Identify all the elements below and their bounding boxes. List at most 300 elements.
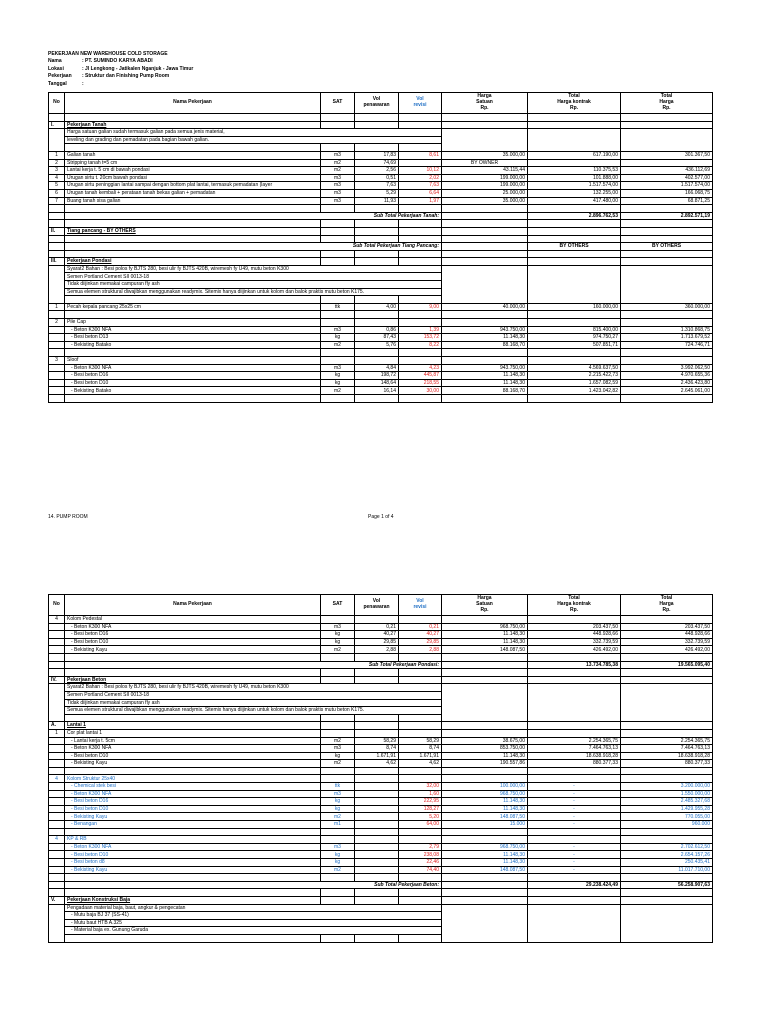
table-row <box>49 638 713 646</box>
note-text: - Mutu baja BJ 37 (SS-41) <box>65 912 442 920</box>
empty-cell <box>355 121 399 129</box>
item-unit: kg <box>321 638 355 646</box>
empty-cell <box>355 896 399 904</box>
item-total-harga: 2.702.612,50 <box>621 843 713 851</box>
item-name: - Besi beton D16 <box>65 798 321 806</box>
empty-cell <box>621 927 713 935</box>
empty-cell <box>621 235 713 243</box>
col-header-total-harga-kontrak: Total Harga kontrak Rp. <box>528 595 621 616</box>
empty-cell <box>399 669 442 677</box>
empty-cell <box>442 121 528 129</box>
item-number <box>49 379 65 387</box>
item-name: Pile Cap <box>65 319 321 327</box>
empty-cell <box>49 874 65 882</box>
empty-cell <box>621 699 713 707</box>
empty-cell <box>528 114 621 122</box>
empty-cell <box>528 136 621 144</box>
item-total-harga: 448.928,66 <box>621 631 713 639</box>
item-total-kontrak: - <box>528 843 621 851</box>
empty-cell <box>321 121 355 129</box>
item-unit: ttk <box>321 783 355 791</box>
section-number: IV. <box>49 676 65 684</box>
header-field-value: : <box>82 80 84 87</box>
table-row <box>49 159 713 167</box>
table-row <box>49 851 713 859</box>
empty-cell <box>621 912 713 920</box>
col-header-sat: SAT <box>321 595 355 616</box>
item-number <box>49 805 65 813</box>
empty-cell <box>528 669 621 677</box>
item-harga-satuan: BY OWNER <box>442 159 528 167</box>
item-total-harga: 2.485.327,68 <box>621 798 713 806</box>
item-vol-penawaran <box>355 783 399 791</box>
empty-cell <box>399 676 442 684</box>
col-header-sat: SAT <box>321 93 355 114</box>
empty-cell <box>399 144 442 152</box>
empty-cell <box>65 653 321 661</box>
empty-cell <box>442 250 528 258</box>
item-name: - Besi beton D10 <box>65 851 321 859</box>
section-number: I. <box>49 121 65 129</box>
item-harga-satuan: 100.000,00 <box>442 783 528 791</box>
empty-cell <box>621 904 713 912</box>
item-vol-penawaran: 17,83 <box>355 151 399 159</box>
item-total-harga: 436.112,69 <box>621 167 713 175</box>
empty-cell <box>442 691 528 699</box>
item-unit: m3 <box>321 745 355 753</box>
item-number: 1 <box>49 303 65 311</box>
empty-cell <box>528 394 621 402</box>
empty-cell <box>528 676 621 684</box>
item-number <box>49 387 65 395</box>
item-harga-satuan: 15.000 <box>442 821 528 829</box>
item-number <box>49 783 65 791</box>
section-row <box>49 227 713 235</box>
item-harga-satuan: 35.000,00 <box>442 197 528 205</box>
item-unit: m2 <box>321 341 355 349</box>
item-harga-satuan: 11.148,30 <box>442 379 528 387</box>
empty-cell <box>621 258 713 266</box>
spacer-row <box>49 250 713 258</box>
item-number: 4 <box>49 775 65 783</box>
empty-cell <box>399 767 442 775</box>
item-vol-revisi: 1,60 <box>399 790 442 798</box>
item-harga-satuan: 11.148,30 <box>442 851 528 859</box>
empty-cell <box>355 205 399 213</box>
item-vol-penawaran: 5,29 <box>355 189 399 197</box>
empty-cell <box>49 653 65 661</box>
item-total-kontrak: 1.423.042,82 <box>528 387 621 395</box>
table-row <box>49 303 713 311</box>
item-vol-penawaran <box>355 866 399 874</box>
empty-cell <box>321 220 355 228</box>
item-number: 7 <box>49 197 65 205</box>
item-unit <box>321 616 355 624</box>
item-number: 3 <box>49 357 65 365</box>
item-vol-revisi: 40,27 <box>399 631 442 639</box>
empty-cell <box>528 828 621 836</box>
table-row <box>49 783 713 791</box>
empty-cell <box>321 227 355 235</box>
item-vol-revisi <box>399 775 442 783</box>
table-row <box>49 265 713 273</box>
empty-cell <box>528 653 621 661</box>
empty-cell <box>321 258 355 266</box>
item-number <box>49 851 65 859</box>
empty-cell <box>65 714 321 722</box>
item-total-harga: 11.017.710,00 <box>621 866 713 874</box>
empty-cell <box>49 828 65 836</box>
empty-cell <box>49 250 65 258</box>
empty-cell <box>621 114 713 122</box>
item-total-kontrak: 101.888,00 <box>528 174 621 182</box>
empty-cell <box>355 296 399 304</box>
subtotal-label: Sub Total Pekerjaan Tanah: <box>65 212 442 220</box>
item-vol-revisi: 58,29 <box>399 737 442 745</box>
empty-cell <box>528 129 621 137</box>
item-name: Galian tanah <box>65 151 321 159</box>
empty-cell <box>528 288 621 296</box>
item-unit: kg <box>321 859 355 867</box>
empty-cell <box>621 296 713 304</box>
empty-cell <box>321 349 355 357</box>
empty-cell <box>621 934 713 942</box>
empty-cell <box>399 722 442 730</box>
item-harga-satuan: 35.000,00 <box>442 151 528 159</box>
item-harga-satuan: 11.148,30 <box>442 334 528 342</box>
empty-cell <box>442 912 528 920</box>
subtotal-label: Sub Total Pekerjaan Tiang Pancang: <box>65 243 442 251</box>
item-name: - Benangan <box>65 821 321 829</box>
item-name: Kolom Pedestal <box>65 616 321 624</box>
item-unit: kg <box>321 798 355 806</box>
item-total-harga <box>621 159 713 167</box>
item-harga-satuan: 38.675,00 <box>442 737 528 745</box>
table-row <box>49 813 713 821</box>
item-vol-revisi: 153,72 <box>399 334 442 342</box>
item-harga-satuan: 25.000,00 <box>442 189 528 197</box>
item-harga-satuan: 148.087,50 <box>442 646 528 654</box>
empty-cell <box>442 288 528 296</box>
empty-cell <box>528 896 621 904</box>
empty-cell <box>621 311 713 319</box>
empty-cell <box>442 220 528 228</box>
item-vol-penawaran <box>355 805 399 813</box>
item-vol-revisi <box>399 319 442 327</box>
item-number: 5 <box>49 182 65 190</box>
section-number: V. <box>49 896 65 904</box>
item-name: - Besi beton D10 <box>65 752 321 760</box>
item-name: - Lantai kerja t. 5cm <box>65 737 321 745</box>
empty-cell <box>399 296 442 304</box>
empty-cell <box>49 129 65 137</box>
item-vol-penawaran <box>355 798 399 806</box>
item-total-harga <box>621 616 713 624</box>
spacer-row <box>49 714 713 722</box>
item-vol-revisi: 74,40 <box>399 866 442 874</box>
item-total-kontrak: - <box>528 790 621 798</box>
item-total-kontrak <box>528 357 621 365</box>
empty-cell <box>321 767 355 775</box>
table-row <box>49 174 713 182</box>
empty-cell <box>49 699 65 707</box>
empty-cell <box>442 273 528 281</box>
table-row <box>49 326 713 334</box>
empty-cell <box>528 265 621 273</box>
empty-cell <box>355 311 399 319</box>
header-field-label: Pekerjaan <box>48 73 72 80</box>
empty-cell <box>442 896 528 904</box>
table-row <box>49 167 713 175</box>
empty-cell <box>399 653 442 661</box>
empty-cell <box>49 394 65 402</box>
item-harga-satuan <box>442 319 528 327</box>
empty-cell <box>621 265 713 273</box>
item-unit: m2 <box>321 646 355 654</box>
item-name: Urugan sirtu peninggian lantai sampai dengan bottom plat lantai, termasuk pemadatan (layer <box>65 182 321 190</box>
empty-cell <box>49 714 65 722</box>
empty-cell <box>621 919 713 927</box>
item-name: KP & RB <box>65 836 321 844</box>
item-total-harga: 1.713.679,52 <box>621 334 713 342</box>
item-total-harga: 166.068,75 <box>621 189 713 197</box>
item-total-kontrak: 18.638.918,28 <box>528 752 621 760</box>
item-total-harga: 1.310.868,75 <box>621 326 713 334</box>
item-vol-revisi: 238,08 <box>399 851 442 859</box>
item-name: - Bekisting Kayu <box>65 760 321 768</box>
table-row <box>49 364 713 372</box>
table-row <box>49 189 713 197</box>
item-harga-satuan: 11.148,30 <box>442 752 528 760</box>
item-harga-satuan: 43.115,44 <box>442 167 528 175</box>
item-unit: m2 <box>321 866 355 874</box>
item-number: 6 <box>49 189 65 197</box>
item-name: Stripping tanah t=5 cm <box>65 159 321 167</box>
item-total-kontrak <box>528 616 621 624</box>
item-name: - Beton K300 NFA <box>65 364 321 372</box>
item-name: - Bekisting Kayu <box>65 646 321 654</box>
table-row <box>49 387 713 395</box>
item-total-kontrak: 448.928,66 <box>528 631 621 639</box>
item-total-kontrak: 507.851,71 <box>528 341 621 349</box>
item-number: 4 <box>49 174 65 182</box>
item-total-kontrak: 110.375,53 <box>528 167 621 175</box>
footer-sheet-name: 14. PUMP ROOM <box>48 514 88 520</box>
note-text: Semen Portland Cement SII 0013-18 <box>65 273 442 281</box>
col-header-nama-pekerjaan: Nama Pekerjaan <box>65 595 321 616</box>
item-total-harga: 301.367,50 <box>621 151 713 159</box>
empty-cell <box>49 243 65 251</box>
empty-cell <box>621 136 713 144</box>
note-text: Pengadaan material baja, baut, angkur & pengecatan <box>65 904 442 912</box>
item-total-harga: 2.645.061,00 <box>621 387 713 395</box>
item-vol-penawaran: 11,93 <box>355 197 399 205</box>
item-total-kontrak: - <box>528 783 621 791</box>
empty-cell <box>399 828 442 836</box>
item-unit: m3 <box>321 843 355 851</box>
empty-cell <box>49 205 65 213</box>
table-row <box>49 904 713 912</box>
item-vol-penawaran: 5,76 <box>355 341 399 349</box>
item-name: - Bekisting Batako <box>65 387 321 395</box>
empty-cell <box>49 265 65 273</box>
empty-cell <box>621 767 713 775</box>
item-total-kontrak: 332.739,59 <box>528 638 621 646</box>
subtotal-label: Sub Total Pekerjaan Beton: <box>65 881 442 889</box>
item-total-harga: 3.992.062,50 <box>621 364 713 372</box>
table-row <box>49 729 713 737</box>
empty-cell <box>621 874 713 882</box>
empty-cell <box>621 250 713 258</box>
item-total-harga: 2.654.157,26 <box>621 851 713 859</box>
spacer-row <box>49 349 713 357</box>
item-vol-revisi <box>399 159 442 167</box>
item-number <box>49 631 65 639</box>
item-name: Pecah kepala pancang 25x25 cm <box>65 303 321 311</box>
empty-cell <box>65 874 321 882</box>
empty-cell <box>65 144 321 152</box>
item-unit: m3 <box>321 364 355 372</box>
empty-cell <box>442 881 528 889</box>
item-name: Lantai kerja t. 5 cm di bawah pondasi <box>65 167 321 175</box>
item-vol-revisi: 2,02 <box>399 174 442 182</box>
empty-cell <box>321 394 355 402</box>
item-total-kontrak: 7.464.763,13 <box>528 745 621 753</box>
empty-cell <box>528 691 621 699</box>
item-harga-satuan: 148.087,50 <box>442 866 528 874</box>
col-header-vol-penawaran: Vol penawaran <box>355 93 399 114</box>
empty-cell <box>442 904 528 912</box>
item-number <box>49 798 65 806</box>
empty-cell <box>442 394 528 402</box>
item-harga-satuan: 190.557,86 <box>442 760 528 768</box>
empty-cell <box>621 220 713 228</box>
item-vol-revisi: 445,87 <box>399 372 442 380</box>
section-row <box>49 896 713 904</box>
empty-cell <box>621 205 713 213</box>
empty-cell <box>442 136 528 144</box>
item-unit: m2 <box>321 760 355 768</box>
item-name: - Beton K300 NFA <box>65 745 321 753</box>
empty-cell <box>528 220 621 228</box>
empty-cell <box>49 273 65 281</box>
empty-cell <box>528 767 621 775</box>
spacer-row <box>49 934 713 942</box>
empty-cell <box>49 881 65 889</box>
item-total-kontrak: 426.492,00 <box>528 646 621 654</box>
empty-cell <box>355 250 399 258</box>
col-header-no: No <box>49 93 65 114</box>
col-header-vol-penawaran: Vol penawaran <box>355 595 399 616</box>
item-vol-penawaran <box>355 821 399 829</box>
empty-cell <box>442 889 528 897</box>
item-number: 4 <box>49 616 65 624</box>
empty-cell <box>65 394 321 402</box>
item-harga-satuan: 11.148,30 <box>442 372 528 380</box>
item-harga-satuan: 199.000,00 <box>442 182 528 190</box>
empty-cell <box>65 669 321 677</box>
spacer-row <box>49 669 713 677</box>
col-header-no: No <box>49 595 65 616</box>
item-vol-penawaran <box>355 790 399 798</box>
item-total-harga: 1.517.574,00 <box>621 182 713 190</box>
empty-cell <box>528 904 621 912</box>
empty-cell <box>399 220 442 228</box>
empty-cell <box>321 714 355 722</box>
item-vol-penawaran: 0,51 <box>355 174 399 182</box>
item-number <box>49 752 65 760</box>
empty-cell <box>621 121 713 129</box>
subtotal-kontrak: 2.896.762,53 <box>528 212 621 220</box>
note-text: - Mutu baut HTB A.325 <box>65 919 442 927</box>
item-name: - Besi beton d8 <box>65 859 321 867</box>
note-text: - Material baja ex. Gunung Garuda <box>65 927 442 935</box>
item-total-harga: 7.464.763,13 <box>621 745 713 753</box>
item-vol-revisi: 7,63 <box>399 182 442 190</box>
table-row <box>49 334 713 342</box>
table-row <box>49 319 713 327</box>
empty-cell <box>321 874 355 882</box>
subtotal-label: Sub Total Pekerjaan Pondasi: <box>65 661 442 669</box>
item-total-kontrak: - <box>528 866 621 874</box>
spacer-row <box>49 874 713 882</box>
item-harga-satuan: 11.148,30 <box>442 859 528 867</box>
empty-cell <box>49 212 65 220</box>
header-field-label: Lokasi <box>48 65 64 72</box>
item-vol-revisi <box>399 357 442 365</box>
item-name: - Besi beton D16 <box>65 372 321 380</box>
item-vol-penawaran <box>355 729 399 737</box>
item-total-harga: 1.550.000,00 <box>621 790 713 798</box>
item-number <box>49 646 65 654</box>
item-total-kontrak: 417.480,00 <box>528 197 621 205</box>
empty-cell <box>49 669 65 677</box>
item-vol-penawaran: 40,27 <box>355 631 399 639</box>
item-name: - Beton K300 NFA <box>65 790 321 798</box>
item-vol-revisi: 2,88 <box>399 646 442 654</box>
item-vol-penawaran: 4,84 <box>355 364 399 372</box>
empty-cell <box>65 889 321 897</box>
item-number: 3 <box>49 167 65 175</box>
table-row <box>49 197 713 205</box>
empty-cell <box>321 296 355 304</box>
empty-cell <box>528 919 621 927</box>
item-unit <box>321 319 355 327</box>
subtotal-harga: BY OTHERS <box>621 243 713 251</box>
table-row <box>49 805 713 813</box>
item-name: - Bekisting Kayu <box>65 866 321 874</box>
spacer-row <box>49 235 713 243</box>
empty-cell <box>321 144 355 152</box>
empty-cell <box>442 874 528 882</box>
empty-cell <box>528 227 621 235</box>
empty-cell <box>49 934 65 942</box>
item-name: - Besi beton D16 <box>65 631 321 639</box>
item-total-harga: 426.492,00 <box>621 646 713 654</box>
item-harga-satuan: 199.000,00 <box>442 174 528 182</box>
empty-cell <box>399 227 442 235</box>
item-vol-revisi: 6,64 <box>399 189 442 197</box>
empty-cell <box>442 349 528 357</box>
empty-cell <box>65 220 321 228</box>
note-text: Syarat2 Bahan : Besi polos fy BJTS 280, besi ulir fy BJTS 420B, wiremesh fy U49, mutu beton K300 <box>65 684 442 692</box>
item-number: 1 <box>49 151 65 159</box>
item-unit: kg <box>321 372 355 380</box>
spacer-row <box>49 296 713 304</box>
item-unit <box>321 357 355 365</box>
item-vol-penawaran <box>355 319 399 327</box>
table-row <box>49 745 713 753</box>
